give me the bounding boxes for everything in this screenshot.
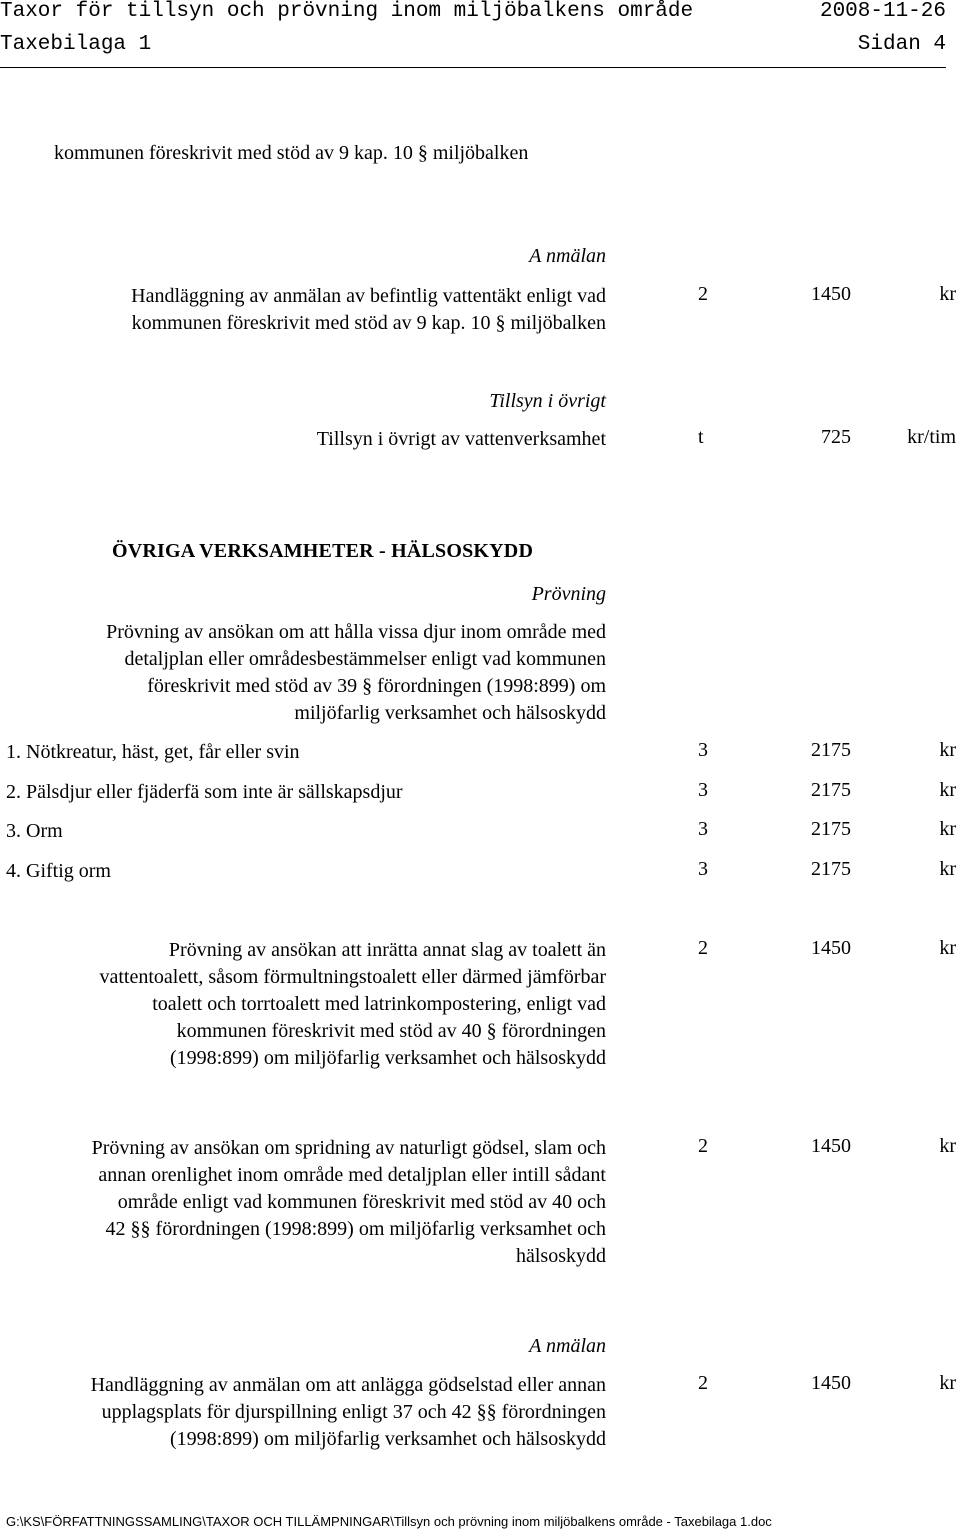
fee-unit: kr [939,937,956,959]
fee-class: 3 [698,858,708,880]
fee-description-line: Prövning av ansökan att inrätta annat slag av toalett än [168,939,606,961]
section-title-ovriga: ÖVRIGA VERKSAMHETER - HÄLSOSKYDD [112,540,534,562]
fee-description-line: Prövning av ansökan om spridning av naturligt gödsel, slam och [91,1137,606,1159]
fee-description-line: Handläggning av anmälan av befintlig vattentäkt enligt vad [131,285,606,307]
fee-description-line: 42 §§ förordningen (1998:899) om miljöfarlig verksamhet och [105,1218,606,1240]
fee-class: t [698,426,704,448]
fee-description-line: hälsoskydd [516,1245,606,1267]
list-item-label: 2. Pälsdjur eller fjäderfä som inte är sällskapsdjur [6,781,403,803]
fee-description-line: Handläggning av anmälan om att anlägga gödselstad eller annan [90,1374,606,1396]
fee-description-line: område enligt vad kommunen föreskrivit med stöd av 40 och [117,1191,606,1213]
fee-amount: 1450 [811,937,851,959]
fee-unit: kr [939,739,956,761]
fee-amount: 1450 [811,1372,851,1394]
fee-description-line: kommunen föreskrivit med stöd av 9 kap. 10 § miljöbalken [131,312,606,334]
fee-description-line: Tillsyn i övrigt av vattenverksamhet [316,428,606,450]
fee-description-line: vattentoalett, såsom förmultningstoalett eller därmed jämförbar [99,966,606,988]
header-divider [0,67,946,68]
fee-unit: kr [939,1135,956,1157]
fee-class: 3 [698,779,708,801]
fee-class: 2 [698,937,708,959]
fee-description-line: föreskrivit med stöd av 39 § förordningen (1998:899) om [147,675,606,697]
fee-description-line: (1998:899) om miljöfarlig verksamhet och hälsoskydd [169,1047,606,1069]
fee-amount: 2175 [811,739,851,761]
fee-description-line: annan orenlighet inom område med detaljplan eller intill sådant [98,1164,606,1186]
document-date: 2008-11-26 [819,0,946,23]
fee-description-line: (1998:899) om miljöfarlig verksamhet och hälsoskydd [169,1428,606,1450]
fee-unit: kr [939,779,956,801]
fee-unit: kr [939,818,956,840]
fee-description-line: kommunen föreskrivit med stöd av 40 § förordningen [176,1020,606,1042]
fee-amount: 1450 [811,1135,851,1157]
fee-class: 2 [698,283,708,305]
fee-unit: kr [939,858,956,880]
document-title: Taxor för tillsyn och prövning inom miljöbalkens område [0,0,694,23]
list-item-label: 1. Nötkreatur, häst, get, får eller svin [6,741,300,763]
document-subtitle: Taxebilaga 1 [0,33,152,56]
section-heading-anmalan: A nmälan [529,245,606,267]
fee-amount: 1450 [811,283,851,305]
fee-amount: 725 [821,426,851,448]
fee-description-line: upplagsplats för djurspillning enligt 37 och 42 §§ förordningen [101,1401,606,1423]
fee-description-line: toalett och torrtoalett med latrinkompostering, enligt vad [152,993,606,1015]
fee-class: 3 [698,818,708,840]
fee-amount: 2175 [811,858,851,880]
fee-amount: 2175 [811,818,851,840]
page-number: Sidan 4 [857,33,946,56]
section-heading-provning: Prövning [531,583,606,605]
fee-unit: kr [939,283,956,305]
fee-class: 3 [698,739,708,761]
fee-class: 2 [698,1135,708,1157]
fee-class: 2 [698,1372,708,1394]
fee-description-line: detaljplan eller områdesbestämmelser enligt vad kommunen [124,648,606,670]
fee-unit: kr/tim [907,426,956,448]
document-file-path: G:\KS\FÖRFATTNINGSSAMLING\TAXOR OCH TILLÄMPNINGAR\Tillsyn och prövning inom miljöbalkens område - Taxebilaga 1.doc [6,1514,772,1529]
fee-description-line: miljöfarlig verksamhet och hälsoskydd [294,702,606,724]
list-item-label: 4. Giftig orm [6,860,111,882]
list-item-label: 3. Orm [6,820,63,842]
fee-amount: 2175 [811,779,851,801]
fee-description-line: Prövning av ansökan om att hålla vissa djur inom område med [106,621,606,643]
section-heading-tillsyn: Tillsyn i övrigt [489,390,606,412]
section-heading-anmalan: A nmälan [529,1335,606,1357]
intro-line: kommunen föreskrivit med stöd av 9 kap. 10 § miljöbalken [54,142,529,164]
fee-unit: kr [939,1372,956,1394]
